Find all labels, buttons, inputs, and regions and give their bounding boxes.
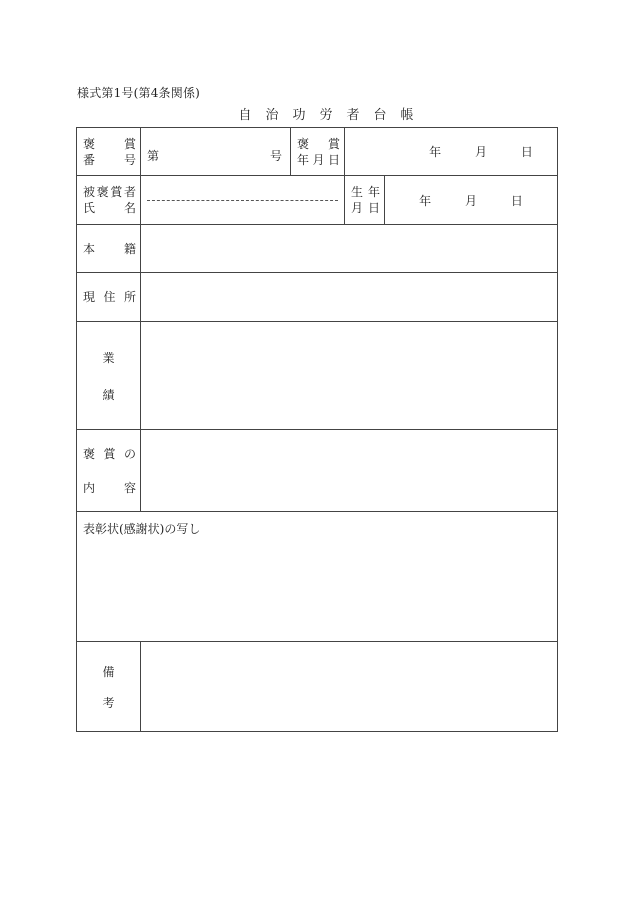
label-char: 籍 xyxy=(123,241,136,256)
recipient-name-field[interactable] xyxy=(141,176,345,225)
recipient-name-label-cell xyxy=(77,176,141,225)
label-char: 年 xyxy=(297,152,310,167)
row-recipient-name xyxy=(77,176,558,225)
label-char: 褒 xyxy=(96,185,109,199)
row-certificate-copy xyxy=(77,512,558,642)
achievements-field[interactable] xyxy=(141,322,558,430)
award-content-label-cell xyxy=(77,430,141,512)
label-char: 生 xyxy=(351,185,364,199)
label-char: 番 xyxy=(83,152,96,167)
certificate-copy-area[interactable] xyxy=(77,512,558,642)
label-char: 住 xyxy=(103,290,116,304)
label-char: 賞 xyxy=(110,185,123,199)
document-title xyxy=(0,104,630,123)
label-char: 月 xyxy=(312,152,325,167)
label-char: 績 xyxy=(102,387,115,402)
label-char: 備 xyxy=(102,664,115,679)
remarks-label-cell xyxy=(77,642,141,732)
domicile-field[interactable] xyxy=(141,225,558,273)
label-char: 褒 xyxy=(297,136,310,151)
row-address xyxy=(77,273,558,322)
title-text: 自治功労者台帳 xyxy=(238,108,428,123)
award-number-label-cell xyxy=(77,128,141,176)
year-unit: 年 xyxy=(429,145,442,159)
domicile-label-cell xyxy=(77,225,141,273)
month-unit: 月 xyxy=(475,145,488,159)
label-char: 容 xyxy=(123,480,136,495)
achievements-label-cell xyxy=(77,322,141,430)
label-char: 日 xyxy=(327,152,340,167)
day-unit: 日 xyxy=(510,193,523,208)
label-char: 褒 xyxy=(83,136,96,151)
row-remarks xyxy=(77,642,558,732)
label-char: 賞 xyxy=(103,446,116,461)
row-award-number xyxy=(77,128,558,176)
address-label-cell xyxy=(77,273,141,322)
ledger-table xyxy=(76,127,558,732)
number-suffix: 号 xyxy=(269,149,282,163)
certificate-copy-label: 表彰状(感謝状)の写し xyxy=(83,522,201,536)
address-field[interactable] xyxy=(141,273,558,322)
label-char: 所 xyxy=(123,290,136,304)
label-char: 内 xyxy=(83,480,96,495)
label-char: の xyxy=(123,446,136,461)
label-char: 年 xyxy=(367,185,380,199)
award-number-field[interactable] xyxy=(141,128,291,176)
label-char: 日 xyxy=(367,201,380,215)
month-unit: 月 xyxy=(465,193,478,208)
label-char: 業 xyxy=(102,350,115,365)
label-char: 賞 xyxy=(327,136,340,151)
remarks-field[interactable] xyxy=(141,642,558,732)
number-prefix: 第 xyxy=(147,149,160,163)
label-char: 本 xyxy=(83,241,96,256)
form-number-label: 様式第1号(第4条関係) xyxy=(77,86,201,100)
label-char: 氏 xyxy=(83,201,96,215)
row-award-content xyxy=(77,430,558,512)
label-char: 者 xyxy=(123,185,136,199)
day-unit: 日 xyxy=(520,145,533,159)
birth-date-label-cell xyxy=(345,176,385,225)
label-char: 考 xyxy=(102,695,115,710)
label-char: 月 xyxy=(351,201,364,215)
label-char: 褒 xyxy=(83,446,96,461)
row-achievements xyxy=(77,322,558,430)
label-char: 被 xyxy=(83,185,96,199)
birth-date-field[interactable] xyxy=(385,176,558,225)
label-char: 賞 xyxy=(123,136,136,151)
row-domicile xyxy=(77,225,558,273)
award-content-field[interactable] xyxy=(141,430,558,512)
label-char: 号 xyxy=(123,152,136,167)
label-char: 名 xyxy=(123,201,136,215)
label-char: 現 xyxy=(83,290,96,304)
award-date-label-cell xyxy=(291,128,345,176)
year-unit: 年 xyxy=(419,193,432,208)
award-date-field[interactable] xyxy=(345,128,558,176)
furigana-dashed-line xyxy=(147,200,338,201)
